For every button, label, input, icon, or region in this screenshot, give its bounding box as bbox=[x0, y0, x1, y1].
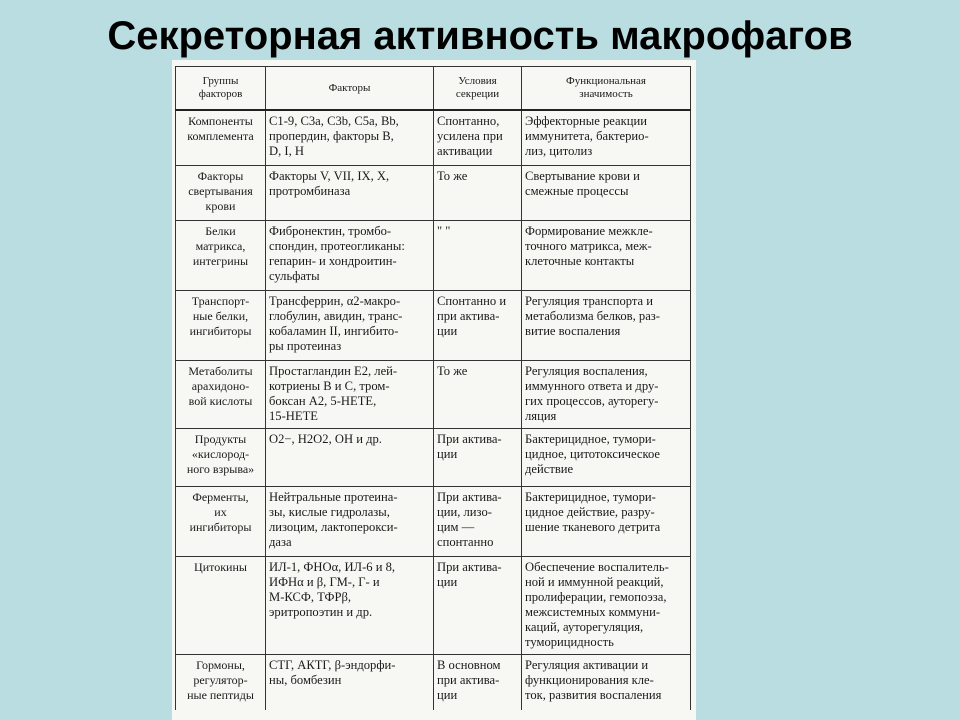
cell-factors: СТГ, АКТГ, β-эндорфи- ны, бомбезин bbox=[266, 654, 434, 710]
cell-conditions: В основном при актива- ции bbox=[434, 654, 522, 710]
cell-significance: Свертывание крови и смежные процессы bbox=[522, 165, 691, 220]
cell-group: Белки матрикса, интегрины bbox=[176, 220, 266, 290]
header-factors: Факторы bbox=[266, 67, 434, 111]
cell-factors: Фибронектин, тромбо- спондин, протеогликаны: гепарин- и хондроитин- сульфаты bbox=[266, 220, 434, 290]
cell-group: Факторы свертывания крови bbox=[176, 165, 266, 220]
table-row bbox=[176, 428, 691, 486]
cell-group: Транспорт- ные белки, ингибиторы bbox=[176, 290, 266, 360]
cell-factors: Простагландин Е2, лей- котриены В и С, тром- боксан А2, 5-НЕТЕ, 15-НЕТЕ bbox=[266, 360, 434, 428]
cell-group: Гормоны, регулятор- ные пептиды bbox=[176, 654, 266, 710]
table-row bbox=[176, 486, 691, 556]
cell-factors: ИЛ-1, ФНОα, ИЛ-6 и 8, ИФНα и β, ГМ-, Г- и М-КСФ, ТФРβ, эритропоэтин и др. bbox=[266, 556, 434, 654]
cell-group: Компоненты комплемента bbox=[176, 110, 266, 165]
table-row bbox=[176, 290, 691, 360]
table-row bbox=[176, 165, 691, 220]
cell-group: Продукты «кислород- ного взрыва» bbox=[176, 428, 266, 486]
cell-significance: Регуляция воспаления, иммунного ответа и дру- гих процессов, ауторегу- ляция bbox=[522, 360, 691, 428]
table-header-row bbox=[176, 67, 691, 111]
scanned-table-image bbox=[172, 60, 696, 720]
table-row bbox=[176, 360, 691, 428]
cell-conditions: То же bbox=[434, 360, 522, 428]
cell-significance: Бактерицидное, тумори- цидное, цитотоксическое действие bbox=[522, 428, 691, 486]
cell-conditions: При актива- ции bbox=[434, 556, 522, 654]
cell-significance: Регуляция транспорта и метаболизма белков, раз- витие воспаления bbox=[522, 290, 691, 360]
cell-significance: Обеспечение воспалитель- ной и иммунной реакций, пролиферации, гемопоэза, межсистемных коммуни- каций, ауторегуляция, туморицидность bbox=[522, 556, 691, 654]
table-row bbox=[176, 220, 691, 290]
cell-significance: Бактерицидное, тумори- цидное действие, разру- шение тканевого детрита bbox=[522, 486, 691, 556]
header-conditions: Условия секреции bbox=[434, 67, 522, 111]
header-significance: Функциональная значимость bbox=[522, 67, 691, 111]
cell-significance: Регуляция активации и функционирования кле- ток, развития воспаления bbox=[522, 654, 691, 710]
macrophage-secretion-table bbox=[175, 66, 691, 710]
table-row bbox=[176, 110, 691, 165]
cell-conditions: При актива- ции bbox=[434, 428, 522, 486]
cell-group: Цитокины bbox=[176, 556, 266, 654]
slide-title: Секреторная активность макрофагов bbox=[107, 14, 853, 58]
header-groups: Группы факторов bbox=[176, 67, 266, 111]
cell-factors: Факторы V, VII, IX, X, протромбиназа bbox=[266, 165, 434, 220]
cell-conditions: То же bbox=[434, 165, 522, 220]
cell-factors: Нейтральные протеина- зы, кислые гидролазы, лизоцим, лактоперокси- даза bbox=[266, 486, 434, 556]
cell-factors: O2−, H2O2, OH и др. bbox=[266, 428, 434, 486]
cell-conditions: Спонтанно, усилена при активации bbox=[434, 110, 522, 165]
cell-factors: С1-9, С3а, С3b, С5а, Вb, пропердин, факторы В, D, I, H bbox=[266, 110, 434, 165]
cell-conditions: " " bbox=[434, 220, 522, 290]
cell-factors: Трансферрин, α2-макро- глобулин, авидин, транс- кобаламин II, ингибито- ры протеиназ bbox=[266, 290, 434, 360]
cell-group: Метаболиты арахидоно- вой кислоты bbox=[176, 360, 266, 428]
table-row bbox=[176, 556, 691, 654]
cell-significance: Формирование межкле- точного матрикса, меж- клеточные контакты bbox=[522, 220, 691, 290]
table-row bbox=[176, 654, 691, 710]
cell-conditions: При актива- ции, лизо- цим — спонтанно bbox=[434, 486, 522, 556]
cell-significance: Эффекторные реакции иммунитета, бактерио- лиз, цитолиз bbox=[522, 110, 691, 165]
cell-group: Ферменты, их ингибиторы bbox=[176, 486, 266, 556]
cell-conditions: Спонтанно и при активa- ции bbox=[434, 290, 522, 360]
